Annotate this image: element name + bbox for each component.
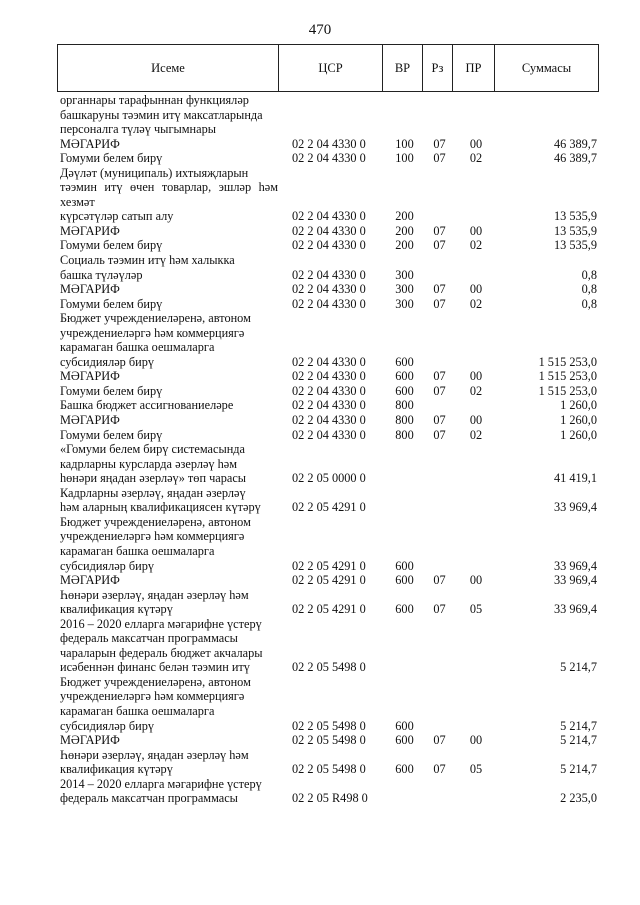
header-vr: ВР [382, 45, 422, 91]
row-name: Дәүләт (муниципаль) ихтыяҗларын тәэмин итү өчен товарлар, эшләр һәм хезмәт күрсәтүләр сатып алу [60, 165, 278, 224]
row-name: МӘГАРИФ [60, 573, 120, 588]
row-csr: 02 2 04 4330 0 [292, 151, 366, 166]
row-vr: 300 [395, 267, 414, 282]
row-csr: 02 2 05 5498 0 [292, 733, 366, 748]
row-pr: 02 [469, 238, 483, 253]
row-pr: 02 [469, 296, 483, 311]
row-csr: 02 2 04 4330 0 [292, 282, 366, 297]
row-csr: 02 2 04 4330 0 [292, 296, 366, 311]
row-pr: 00 [469, 369, 483, 384]
table-row [60, 573, 597, 588]
table-row [60, 398, 597, 413]
row-name: МӘГАРИФ [60, 369, 120, 384]
row-pr: 00 [469, 573, 483, 588]
row-rz: 07 [433, 296, 446, 311]
row-name: МӘГАРИФ [60, 282, 120, 297]
row-vr: 600 [395, 602, 414, 617]
table-row [60, 253, 597, 282]
row-csr: 02 2 05 R498 0 [292, 791, 368, 806]
header-pr: ПР [452, 45, 494, 91]
row-rz: 07 [433, 413, 446, 428]
row-csr: 02 2 05 5498 0 [292, 718, 366, 733]
table-row [60, 675, 597, 733]
row-sum: 5 214,7 [560, 733, 597, 748]
row-name: МӘГАРИФ [60, 223, 120, 238]
row-name: Гомуми белем бирү [60, 151, 163, 166]
row-sum: 1 260,0 [560, 413, 597, 428]
row-pr: 00 [469, 413, 483, 428]
row-csr: 02 2 04 4330 0 [292, 136, 366, 151]
row-vr: 100 [395, 136, 414, 151]
table-row [60, 297, 597, 312]
row-name: Һөнәри әзерләү, яңадан әзерләү һәм квалификация күтәрү [60, 587, 249, 617]
row-rz: 07 [433, 573, 446, 588]
row-rz: 07 [433, 733, 446, 748]
table-row [60, 588, 597, 617]
table-row [60, 224, 597, 239]
page-number: 470 [308, 22, 332, 38]
row-sum: 13 535,9 [553, 209, 597, 224]
row-csr: 02 2 04 4330 0 [292, 354, 366, 369]
row-name: Социаль тәэмин итү һәм халыкка башка түләүләр [60, 253, 235, 282]
table-row [60, 733, 597, 748]
row-vr: 600 [395, 558, 414, 573]
row-sum: 1 260,0 [560, 427, 597, 442]
row-csr: 02 2 04 4330 0 [292, 209, 366, 224]
row-vr: 600 [395, 354, 414, 369]
row-sum: 5 214,7 [560, 762, 597, 777]
row-vr: 200 [395, 238, 414, 253]
row-name: Гомуми белем бирү [60, 383, 163, 398]
table-row [60, 311, 597, 369]
row-pr: 05 [469, 602, 483, 617]
table-row [60, 515, 597, 573]
row-name: Бюджет учреждениеләренә, автоном учреждениеләргә һәм коммерциягә карамаган башка оешмаларга субсидияләр бирү [60, 514, 251, 573]
row-csr: 02 2 04 4330 0 [292, 413, 366, 428]
row-csr: 02 2 05 4291 0 [292, 602, 366, 617]
row-csr: 02 2 04 4330 0 [292, 398, 366, 413]
row-rz: 07 [433, 427, 446, 442]
row-rz: 07 [433, 223, 446, 238]
row-pr: 02 [469, 383, 483, 398]
table-row [60, 166, 597, 224]
table-row [60, 442, 597, 486]
row-sum: 33 969,4 [553, 573, 597, 588]
row-csr: 02 2 04 4330 0 [292, 267, 366, 282]
row-pr: 02 [469, 427, 483, 442]
row-name: Гомуми белем бирү [60, 427, 163, 442]
table-row [60, 238, 597, 253]
row-name: МӘГАРИФ [60, 413, 120, 428]
table-row [60, 428, 597, 443]
row-sum: 13 535,9 [553, 223, 597, 238]
row-name: органнары тарафыннан функцияләр башкаруны тәэмин итү максатларында персоналга түләү чыгымнары [60, 93, 263, 137]
row-vr: 600 [395, 369, 414, 384]
table-row [60, 137, 597, 152]
row-sum: 1 515 253,0 [538, 369, 597, 384]
row-sum: 33 969,4 [553, 602, 597, 617]
row-sum: 46 389,7 [553, 136, 597, 151]
header-csr: ЦСР [278, 45, 382, 91]
row-name: 2016 – 2020 елларга мәгарифне үстерү федераль максатчан программасы чараларын федераль бюджет акчалары исәбеннән финанс белән тәэмин итү [60, 616, 263, 675]
header-name: Исеме [151, 60, 185, 75]
row-name: МӘГАРИФ [60, 733, 120, 748]
table-body [60, 93, 597, 806]
table-row [60, 748, 597, 777]
row-pr: 00 [469, 136, 483, 151]
row-vr: 600 [395, 383, 414, 398]
row-vr: 100 [395, 151, 414, 166]
row-name: Бюджет учреждениеләренә, автоном учреждениеләргә һәм коммерциягә карамаган башка оешмаларга субсидияләр бирү [60, 674, 251, 733]
row-rz: 07 [433, 238, 446, 253]
row-vr: 600 [395, 718, 414, 733]
row-rz: 07 [433, 602, 446, 617]
row-sum: 0,8 [581, 296, 597, 311]
row-vr: 300 [395, 296, 414, 311]
row-vr: 600 [395, 733, 414, 748]
row-csr: 02 2 05 4291 0 [292, 500, 366, 515]
table-row [60, 777, 597, 806]
row-csr: 02 2 04 4330 0 [292, 238, 366, 253]
row-rz: 07 [433, 151, 446, 166]
table-row [60, 384, 597, 399]
row-csr: 02 2 04 4330 0 [292, 369, 366, 384]
row-sum: 1 515 253,0 [538, 383, 597, 398]
row-vr: 600 [395, 573, 414, 588]
row-name: Һөнәри әзерләү, яңадан әзерләү һәм квалификация күтәрү [60, 747, 249, 777]
row-vr: 300 [395, 282, 414, 297]
row-name: «Гомуми белем бирү системасында кадрларны курсларда әзерләү һәм һөнәри яңадан әзерләү» төп чарасы [60, 442, 247, 486]
row-csr: 02 2 04 4330 0 [292, 383, 366, 398]
row-sum: 33 969,4 [553, 558, 597, 573]
row-sum: 1 515 253,0 [538, 354, 597, 369]
row-sum: 0,8 [581, 267, 597, 282]
row-sum: 33 969,4 [553, 500, 597, 515]
row-csr: 02 2 04 4330 0 [292, 223, 366, 238]
header-sum: Суммасы [494, 45, 598, 91]
row-name: Кадрларны әзерләү, яңадан әзерләү һәм аларның квалификациясен күтәрү [60, 485, 261, 515]
row-rz: 07 [433, 282, 446, 297]
row-name: Гомуми белем бирү [60, 238, 163, 253]
table-header [57, 44, 599, 92]
row-vr: 800 [395, 398, 414, 413]
table-row [60, 486, 597, 515]
row-pr: 00 [469, 733, 483, 748]
row-csr: 02 2 04 4330 0 [292, 427, 366, 442]
row-pr: 05 [469, 762, 483, 777]
row-vr: 200 [395, 209, 414, 224]
table-row [60, 413, 597, 428]
row-vr: 600 [395, 762, 414, 777]
row-sum: 5 214,7 [560, 660, 597, 675]
row-sum: 41 419,1 [553, 471, 597, 486]
table-row [60, 282, 597, 297]
row-csr: 02 2 05 4291 0 [292, 573, 366, 588]
row-sum: 13 535,9 [553, 238, 597, 253]
row-pr: 00 [469, 282, 483, 297]
row-rz: 07 [433, 136, 446, 151]
table-row [60, 617, 597, 675]
table-row [60, 369, 597, 384]
row-name: Башка бюджет ассигнованиеләре [60, 398, 234, 413]
row-csr: 02 2 05 5498 0 [292, 762, 366, 777]
row-sum: 5 214,7 [560, 718, 597, 733]
row-name: 2014 – 2020 елларга мәгарифне үстерү федераль максатчан программасы [60, 776, 262, 806]
header-rz: Рз [422, 45, 452, 91]
table-row [60, 93, 597, 137]
row-vr: 800 [395, 427, 414, 442]
row-pr: 02 [469, 151, 483, 166]
row-csr: 02 2 05 0000 0 [292, 471, 366, 486]
row-pr: 00 [469, 223, 483, 238]
row-rz: 07 [433, 762, 446, 777]
row-name: Гомуми белем бирү [60, 296, 163, 311]
row-rz: 07 [433, 383, 446, 398]
row-name: МӘГАРИФ [60, 136, 120, 151]
row-sum: 0,8 [581, 282, 597, 297]
row-vr: 200 [395, 223, 414, 238]
row-sum: 1 260,0 [560, 398, 597, 413]
row-csr: 02 2 05 5498 0 [292, 660, 366, 675]
row-sum: 46 389,7 [553, 151, 597, 166]
table-row [60, 151, 597, 166]
row-vr: 800 [395, 413, 414, 428]
row-csr: 02 2 05 4291 0 [292, 558, 366, 573]
row-sum: 2 235,0 [560, 791, 597, 806]
row-rz: 07 [433, 369, 446, 384]
row-name: Бюджет учреждениеләренә, автоном учреждениеләргә һәм коммерциягә карамаган башка оешмаларга субсидияләр бирү [60, 311, 251, 369]
